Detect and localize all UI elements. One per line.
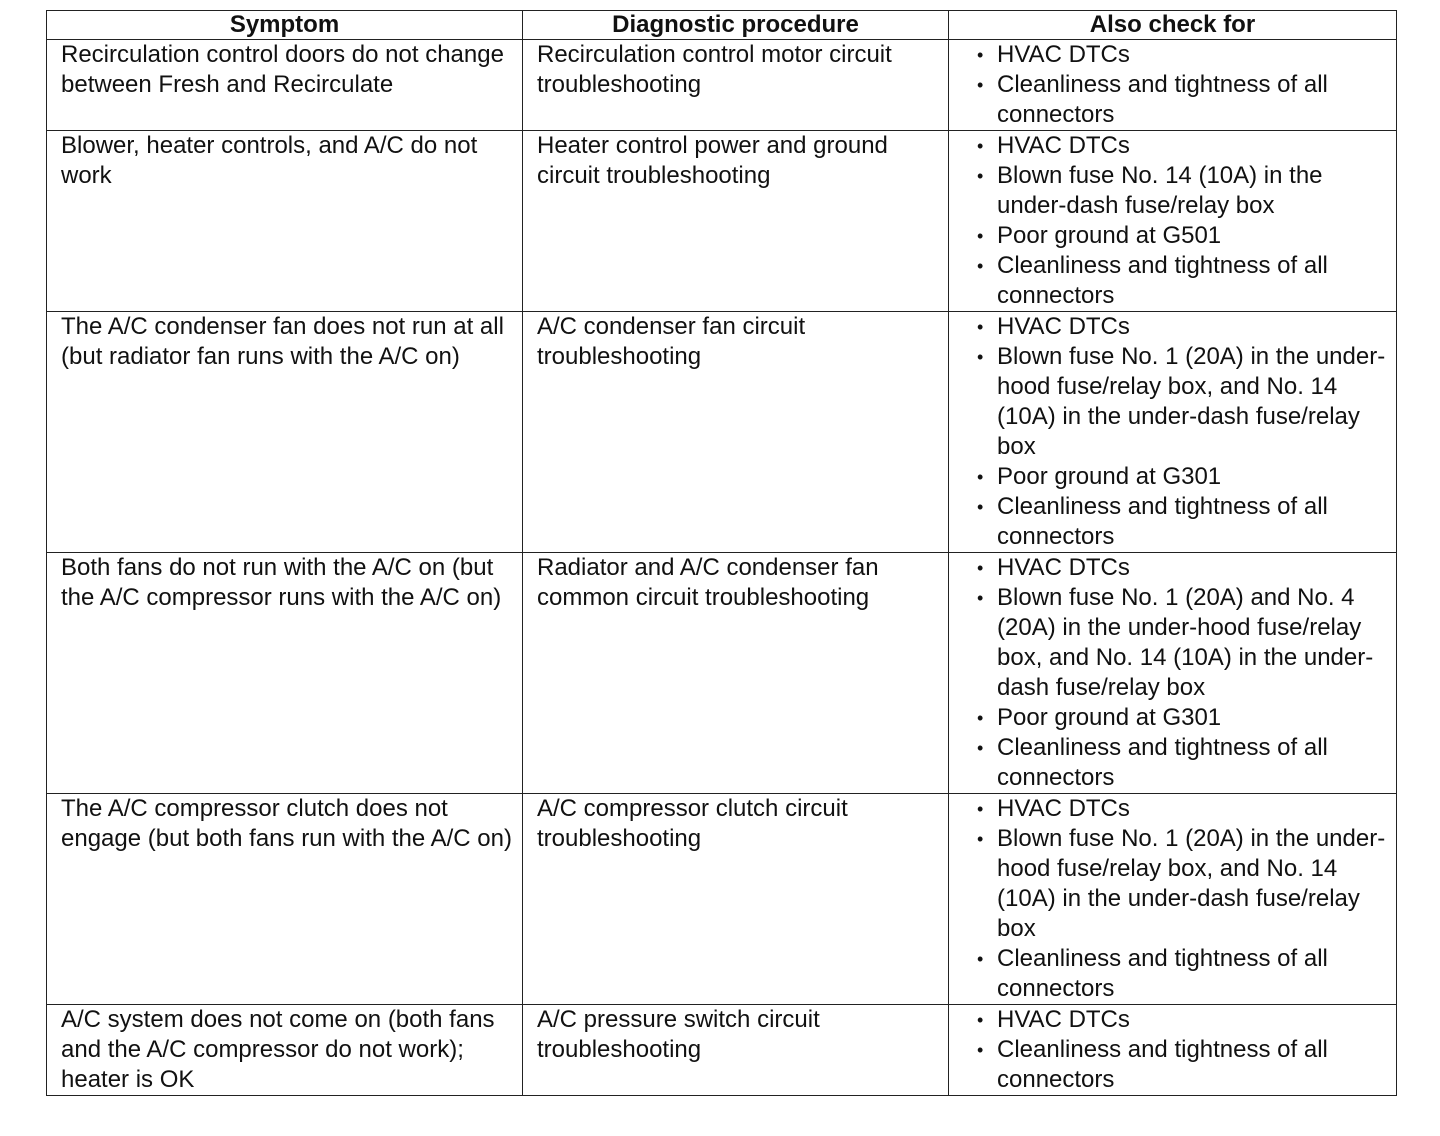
bullet-icon: • — [977, 799, 984, 819]
check-item — [963, 1035, 1386, 1095]
also-check-header: Also check for — [949, 11, 1397, 40]
check-list — [963, 312, 1386, 552]
bullet-icon: • — [977, 829, 984, 849]
check-item — [963, 312, 1386, 342]
also-check-cell — [949, 553, 1397, 794]
check-list — [963, 1005, 1386, 1095]
bullet-icon: • — [977, 75, 984, 95]
check-item — [963, 40, 1386, 70]
bullet-icon: • — [977, 467, 984, 487]
procedure-header: Diagnostic procedure — [523, 11, 949, 40]
also-check-cell — [949, 1005, 1397, 1096]
check-item — [963, 824, 1386, 944]
bullet-icon: • — [977, 949, 984, 969]
also-check-cell — [949, 794, 1397, 1005]
check-list — [963, 553, 1386, 793]
check-item — [963, 703, 1386, 733]
check-item — [963, 553, 1386, 583]
check-item — [963, 462, 1386, 492]
check-item — [963, 733, 1386, 793]
check-text: Blown fuse No. 1 (20A) in the under-hood fuse/relay box, and No. 14 (10A) in the under-dash fuse/relay box — [997, 343, 1386, 460]
check-item — [963, 583, 1386, 703]
procedure-cell: A/C condenser fan circuit troubleshooting — [523, 312, 949, 553]
check-list — [963, 131, 1386, 311]
check-item — [963, 944, 1386, 1004]
bullet-icon: • — [977, 226, 984, 246]
check-text: HVAC DTCs — [997, 41, 1130, 68]
bullet-icon: • — [977, 347, 984, 367]
bullet-icon: • — [977, 166, 984, 186]
check-text: Blown fuse No. 1 (20A) in the under-hood fuse/relay box, and No. 14 (10A) in the under-dash fuse/relay box — [997, 825, 1386, 942]
procedure-cell: A/C pressure switch circuit troubleshooting — [523, 1005, 949, 1096]
check-text: Cleanliness and tightness of all connectors — [997, 945, 1328, 1002]
check-item — [963, 131, 1386, 161]
bullet-icon: • — [977, 1010, 984, 1030]
table-row — [47, 312, 1397, 553]
check-item — [963, 794, 1386, 824]
check-list — [963, 794, 1386, 1004]
bullet-icon: • — [977, 256, 984, 276]
check-text: Blown fuse No. 1 (20A) and No. 4 (20A) in the under-hood fuse/relay box, and No. 14 (10A) in the under-dash fuse/relay box — [997, 584, 1374, 701]
table-row — [47, 131, 1397, 312]
bullet-icon: • — [977, 45, 984, 65]
bullet-icon: • — [977, 558, 984, 578]
check-item — [963, 70, 1386, 130]
symptom-cell: A/C system does not come on (both fans and the A/C compressor do not work); heater is OK — [47, 1005, 523, 1096]
check-text: HVAC DTCs — [997, 313, 1130, 340]
bullet-icon: • — [977, 588, 984, 608]
symptom-cell: The A/C condenser fan does not run at all (but radiator fan runs with the A/C on) — [47, 312, 523, 553]
check-text: Poor ground at G501 — [997, 222, 1222, 249]
symptom-cell: The A/C compressor clutch does not engage (but both fans run with the A/C on) — [47, 794, 523, 1005]
check-item — [963, 161, 1386, 221]
symptom-cell: Both fans do not run with the A/C on (but the A/C compressor runs with the A/C on) — [47, 553, 523, 794]
check-list — [963, 40, 1386, 130]
check-item — [963, 251, 1386, 311]
check-text: Poor ground at G301 — [997, 704, 1222, 731]
table-row — [47, 1005, 1397, 1096]
symptom-cell: Blower, heater controls, and A/C do not work — [47, 131, 523, 312]
check-text: Cleanliness and tightness of all connectors — [997, 71, 1328, 128]
procedure-cell: Radiator and A/C condenser fan common circuit troubleshooting — [523, 553, 949, 794]
check-text: Cleanliness and tightness of all connectors — [997, 252, 1328, 309]
check-text: Cleanliness and tightness of all connectors — [997, 1036, 1328, 1093]
procedure-cell: Heater control power and ground circuit troubleshooting — [523, 131, 949, 312]
check-text: Cleanliness and tightness of all connectors — [997, 734, 1328, 791]
symptom-cell: Recirculation control doors do not change between Fresh and Recirculate — [47, 40, 523, 131]
check-item — [963, 221, 1386, 251]
bullet-icon: • — [977, 317, 984, 337]
table-header-row — [47, 11, 1397, 40]
check-text: HVAC DTCs — [997, 132, 1130, 159]
check-text: HVAC DTCs — [997, 1006, 1130, 1033]
bullet-icon: • — [977, 136, 984, 156]
bullet-icon: • — [977, 708, 984, 728]
table-row — [47, 794, 1397, 1005]
bullet-icon: • — [977, 497, 984, 517]
check-text: HVAC DTCs — [997, 795, 1130, 822]
symptom-table — [46, 10, 1397, 1096]
also-check-cell — [949, 131, 1397, 312]
bullet-icon: • — [977, 1040, 984, 1060]
troubleshooting-sheet — [46, 10, 1396, 1096]
table-row — [47, 40, 1397, 131]
bullet-icon: • — [977, 738, 984, 758]
procedure-cell: A/C compressor clutch circuit troubleshooting — [523, 794, 949, 1005]
check-text: Cleanliness and tightness of all connectors — [997, 493, 1328, 550]
also-check-cell — [949, 40, 1397, 131]
check-text: Blown fuse No. 14 (10A) in the under-dash fuse/relay box — [997, 162, 1323, 219]
check-item — [963, 342, 1386, 462]
procedure-cell: Recirculation control motor circuit troubleshooting — [523, 40, 949, 131]
also-check-cell — [949, 312, 1397, 553]
check-text: HVAC DTCs — [997, 554, 1130, 581]
check-item — [963, 492, 1386, 552]
check-item — [963, 1005, 1386, 1035]
table-row — [47, 553, 1397, 794]
symptom-header: Symptom — [47, 11, 523, 40]
check-text: Poor ground at G301 — [997, 463, 1222, 490]
